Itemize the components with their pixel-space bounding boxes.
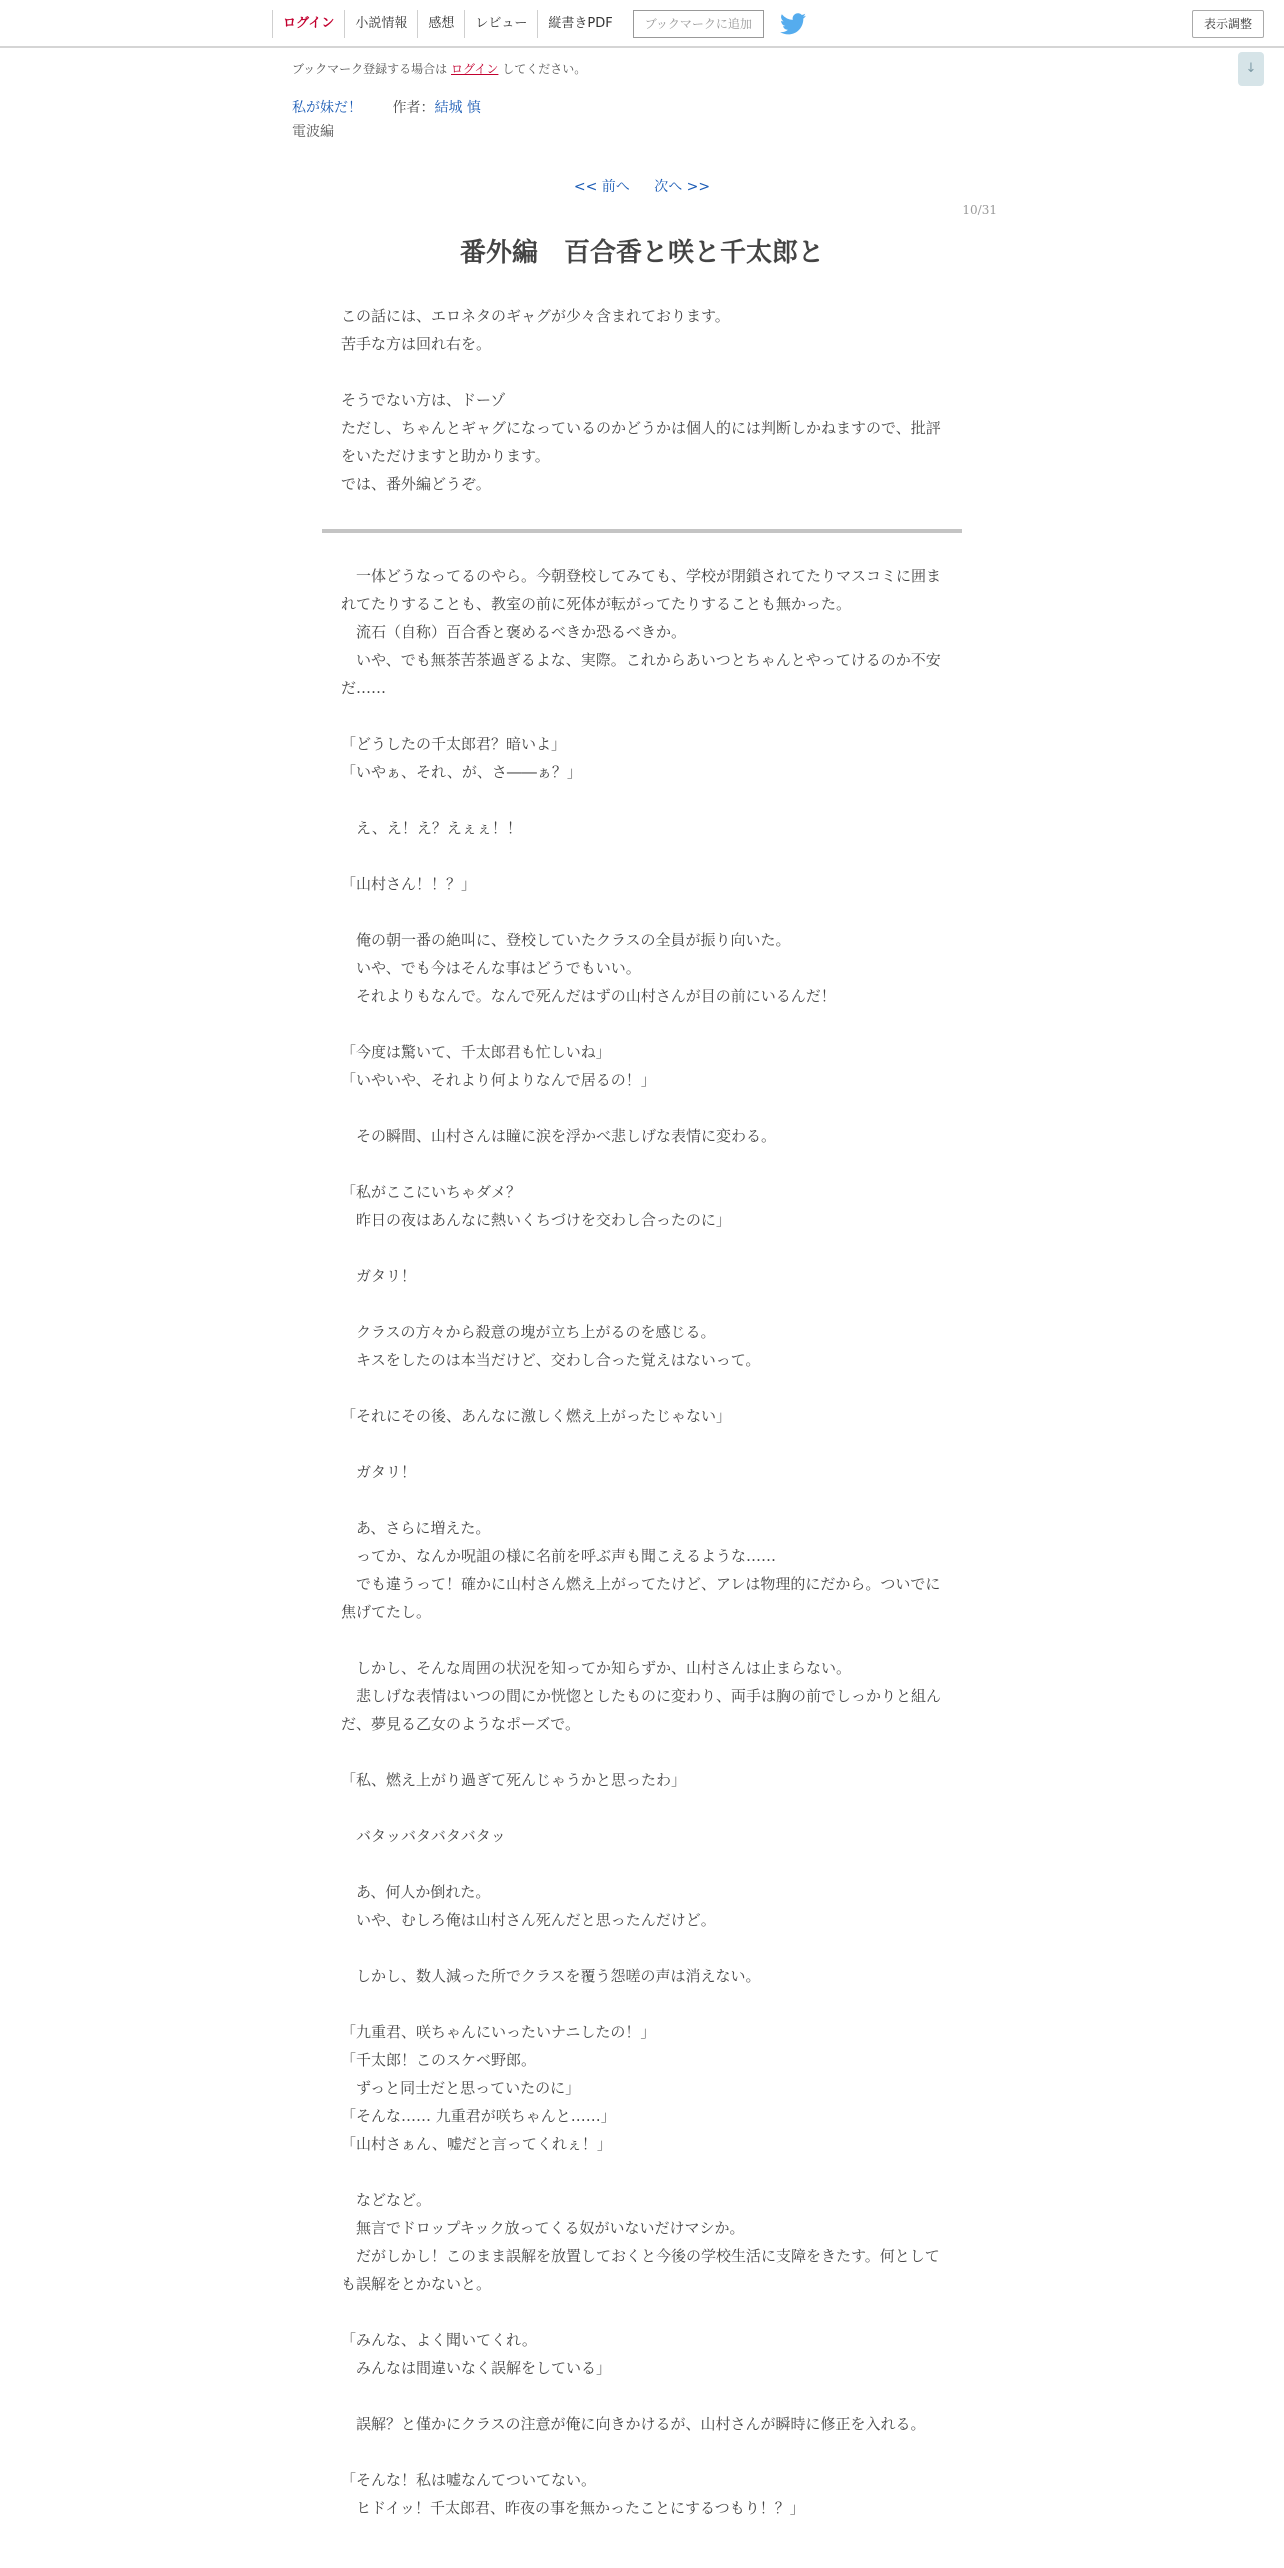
blank-line: [341, 1794, 941, 1822]
body-line: ってか、なんか呪詛の様に名前を呼ぶ声も聞こえるような……: [341, 1547, 777, 1565]
blank-line: [341, 1738, 941, 1766]
blank-line: [341, 786, 941, 814]
novel-meta: [292, 97, 481, 117]
preface-line: この話には、エロネタのギャグが少々含まれております。: [341, 307, 730, 325]
chapter-body: [341, 562, 941, 2522]
blank-line: [341, 1150, 941, 1178]
body-line: しかし、数人減った所でクラスを覆う怨嗟の声は消えない。: [341, 1967, 761, 1985]
blank-line: [341, 1934, 941, 1962]
nav-login[interactable]: ログイン: [272, 10, 344, 38]
blank-line: [341, 1010, 941, 1038]
bookmark-login-notice: [292, 60, 586, 77]
nav-review[interactable]: レビュー: [464, 10, 537, 38]
body-line: 「今度は驚いて、千太郎君も忙しいね」: [341, 1043, 611, 1061]
body-line: 俺の朝一番の絶叫に、登校していたクラスの全員が振り向いた。: [341, 931, 791, 949]
blank-line: [341, 2158, 941, 2186]
body-line: 無言でドロップキック放ってくる奴がいないだけマシか。: [341, 2219, 745, 2237]
body-line: だがしかし！このまま誤解を放置しておくと今後の学校生活に支障をきたす。何としても誤解をとかないと。: [341, 2247, 940, 2293]
next-chapter-link[interactable]: 次へ >>: [654, 179, 711, 195]
body-line: あ、何人か倒れた。: [341, 1883, 491, 1901]
chapter-count: 10/31: [962, 203, 997, 217]
body-line: あ、さらに増えた。: [341, 1519, 491, 1537]
body-line: 「みんな、よく聞いてくれ。: [341, 2331, 537, 2349]
body-line: ヒドイッ！千太郎君、昨夜の事を無かったことにするつもり！？」: [341, 2499, 805, 2517]
novel-title-link[interactable]: 私が妹だ！: [292, 100, 362, 116]
blank-line: [341, 1486, 941, 1514]
body-line: え、え！え？えぇぇ！！: [341, 819, 522, 837]
body-line: 「そんな…… 九重君が咲ちゃんと……」: [341, 2107, 616, 2125]
body-line: 「私がここにいちゃダメ？: [341, 1183, 522, 1201]
add-bookmark-button[interactable]: ブックマークに追加: [633, 10, 764, 38]
display-settings-button[interactable]: 表示調整: [1192, 10, 1264, 38]
body-line: それよりもなんで。なんで死んだはずの山村さんが目の前にいるんだ！: [341, 987, 836, 1005]
preface-line: 苦手な方は回れ右を。: [341, 335, 492, 353]
body-line: 悲しげな表情はいつの間にか恍惚としたものに変わり、両手は胸の前でしっかりと組んだ、夢見る乙女のようなポーズで。: [341, 1687, 942, 1733]
body-line: 「それにその後、あんなに激しく燃え上がったじゃない」: [341, 1407, 732, 1425]
body-line: ずっと同士だと思っていたのに」: [341, 2079, 581, 2097]
body-line: その瞬間、山村さんは瞳に涙を浮かべ悲しげな表情に変わる。: [341, 1127, 777, 1145]
body-line: 「どうしたの千太郎君？暗いよ」: [341, 735, 567, 753]
author-info: [392, 100, 480, 116]
body-line: 「いやぁ、それ、が、さ――ぁ？」: [341, 763, 582, 781]
body-line: ガタリ！: [341, 1463, 417, 1481]
blank-line: [341, 1430, 941, 1458]
notice-text-before: ブックマーク登録する場合は: [292, 62, 448, 76]
scroll-down-tab[interactable]: ↓: [1238, 52, 1264, 86]
notice-text-after: してください。: [502, 62, 587, 76]
body-line: 昨日の夜はあんなに熱いくちづけを交わし合ったのに」: [341, 1211, 731, 1229]
body-line: クラスの方々から殺意の塊が立ち上がるのを感じる。: [341, 1323, 716, 1341]
body-line: みんなは間違いなく誤解をしている」: [341, 2359, 612, 2377]
body-line: いや、でも今はそんな事はどうでもいい。: [341, 959, 641, 977]
chapter-pager: [0, 176, 1284, 196]
body-line: 「私、燃え上がり過ぎて死んじゃうかと思ったわ」: [341, 1771, 687, 1789]
blank-line: [341, 842, 941, 870]
preface-line: では、番外編どうぞ。: [341, 475, 491, 493]
body-line: 流石（自称）百合香と褒めるべきか恐るべきか。: [341, 623, 687, 641]
main-nav: [272, 10, 806, 38]
preface-line: そうでない方は、ドーゾ: [341, 391, 506, 409]
blank-line: [341, 1094, 941, 1122]
body-line: などなど。: [341, 2191, 432, 2209]
body-line: いや、むしろ俺は山村さん死んだと思ったんだけど。: [341, 1911, 716, 1929]
nav-novel-info[interactable]: 小説情報: [344, 10, 417, 38]
body-line: 「千太郎！このスケベ野郎。: [341, 2051, 537, 2069]
blank-line: [341, 2438, 941, 2466]
blank-line: [341, 1626, 941, 1654]
blank-line: [341, 2298, 941, 2326]
notice-login-link[interactable]: ログイン: [451, 62, 499, 76]
body-line: いや、でも無茶苦茶過ぎるよな、実際。これからあいつとちゃんとやってけるのか不安だ……: [341, 651, 941, 697]
body-line: 「山村さん！！？」: [341, 875, 477, 893]
blank-line: [341, 1290, 941, 1318]
nav-vertical-pdf[interactable]: 縦書きPDF: [537, 10, 622, 38]
body-line: キスをしたのは本当だけど、交わし合った覚えはないって。: [341, 1351, 761, 1369]
preface: [341, 302, 941, 498]
series-name: 電波編: [292, 124, 334, 140]
twitter-bird-icon[interactable]: [780, 13, 806, 35]
blank-line: [341, 2382, 941, 2410]
preface-separator: [322, 529, 962, 533]
body-line: 「山村さぁん、嘘だと言ってくれぇ！」: [341, 2135, 612, 2153]
blank-line: [341, 898, 941, 926]
blank-line: [341, 1990, 941, 2018]
prev-chapter-link[interactable]: << 前へ: [573, 179, 630, 195]
body-line: 「九重君、咲ちゃんにいったいナニしたの！」: [341, 2023, 656, 2041]
blank-line: [341, 1234, 941, 1262]
top-navigation-bar: [0, 0, 1284, 48]
chapter-title: 番外編 百合香と咲と千太郎と: [459, 238, 824, 268]
nav-impressions[interactable]: 感想: [417, 10, 464, 38]
body-line: 「そんな！私は嘘なんてついてない。: [341, 2471, 597, 2489]
preface-line: ただし、ちゃんとギャグになっているのかどうかは個人的には判断しかねますので、批評をいただけますと助かります。: [341, 419, 941, 465]
blank-line: [341, 358, 941, 386]
body-line: でも違うって！確かに山村さん燃え上がってたけど、アレは物理的にだから。ついでに焦げてたし。: [341, 1575, 941, 1621]
body-line: 「いやいや、それより何よりなんで居るの！」: [341, 1071, 656, 1089]
body-line: 誤解？と僅かにクラスの注意が俺に向きかけるが、山村さんが瞬時に修正を入れる。: [341, 2415, 926, 2433]
author-label: 作者：: [392, 100, 435, 116]
blank-line: [341, 1850, 941, 1878]
author-link[interactable]: 結城 慎: [434, 100, 481, 116]
body-line: バタッバタバタバタッ: [341, 1827, 506, 1845]
body-line: 一体どうなってるのやら。今朝登校してみても、学校が閉鎖されてたりマスコミに囲まれてたりすることも、教室の前に死体が転がってたりすることも無かった。: [341, 567, 942, 613]
body-line: ガタリ！: [341, 1267, 417, 1285]
body-line: しかし、そんな周囲の状況を知ってか知らずか、山村さんは止まらない。: [341, 1659, 852, 1677]
blank-line: [341, 702, 941, 730]
blank-line: [341, 1374, 941, 1402]
